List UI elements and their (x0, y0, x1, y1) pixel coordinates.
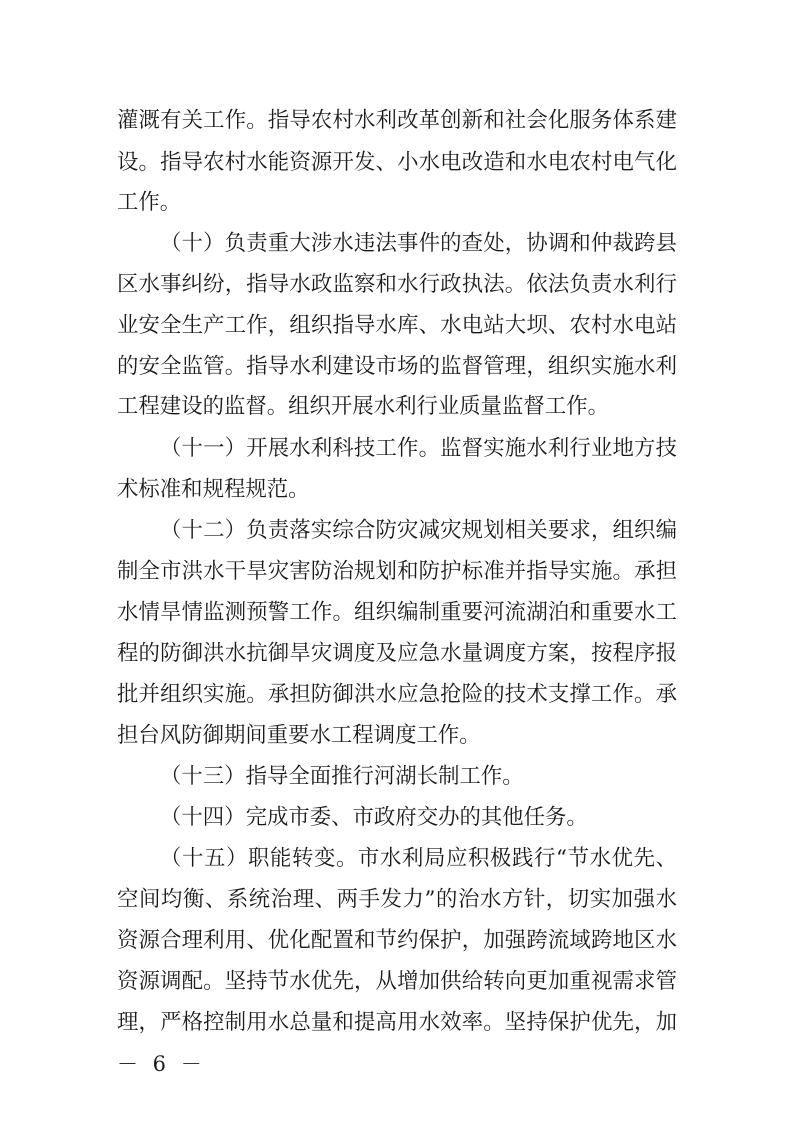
body-text-line: 术标准和规程规范。 (117, 477, 310, 502)
paragraph-fourteen-line: （十四）完成市委、市政府交办的其他任务。 (160, 805, 588, 830)
body-text-line: 的安全监管。指导水利建设市场的监督管理，组织实施水利 (117, 354, 677, 379)
body-text-line: 批并组织实施。承担防御洪水应急抢险的技术支撑工作。承 (117, 682, 677, 707)
body-text-line: 设。指导农村水能资源开发、小水电改造和水电农村电气化 (117, 150, 677, 175)
page-number: － 6 － (117, 1052, 206, 1076)
body-text-line: 工程建设的监督。组织开展水利行业质量监督工作。 (117, 394, 609, 419)
body-text-line: 资源调配。坚持节水优先，从增加供给转向更加重视需求管 (117, 969, 677, 994)
body-text-line: 灌溉有关工作。指导农村水利改革创新和社会化服务体系建 (117, 108, 677, 133)
body-text-line: 工作。 (117, 190, 182, 215)
paragraph-fifteen-first-line: （十五）职能转变。市水利局应积极践行“节水优先、 (160, 846, 677, 871)
body-text-line: 业安全生产工作，组织指导水库、水电站大坝、农村水电站 (117, 313, 677, 338)
body-text-line: 资源合理利用、优化配置和节约保护，加强跨流域跨地区水 (117, 928, 677, 953)
paragraph-ten-first-line: （十）负责重大涉水违法事件的查处，协调和仲裁跨县 (160, 231, 677, 256)
body-text-line: 理，严格控制用水总量和提高用水效率。坚持保护优先，加 (117, 1010, 677, 1035)
paragraph-eleven-first-line: （十一）开展水利科技工作。监督实施水利行业地方技 (160, 436, 677, 461)
body-text-line: 担台风防御期间重要水工程调度工作。 (117, 723, 481, 748)
body-text-line: 程的防御洪水抗御旱灾调度及应急水量调度方案，按程序报 (117, 641, 677, 666)
paragraph-twelve-first-line: （十二）负责落实综合防灾减灾规划相关要求，组织编 (160, 518, 677, 543)
paragraph-thirteen-line: （十三）指导全面推行河湖长制工作。 (160, 764, 524, 789)
body-text-line: 区水事纠纷，指导水政监察和水行政执法。依法负责水利行 (117, 272, 677, 297)
body-text-line: 水情旱情监测预警工作。组织编制重要河流湖泊和重要水工 (117, 600, 677, 625)
body-text-line: 制全市洪水干旱灾害防治规划和防护标准并指导实施。承担 (117, 559, 677, 584)
body-text-line: 空间均衡、系统治理、两手发力”的治水方针，切实加强水 (117, 887, 677, 912)
